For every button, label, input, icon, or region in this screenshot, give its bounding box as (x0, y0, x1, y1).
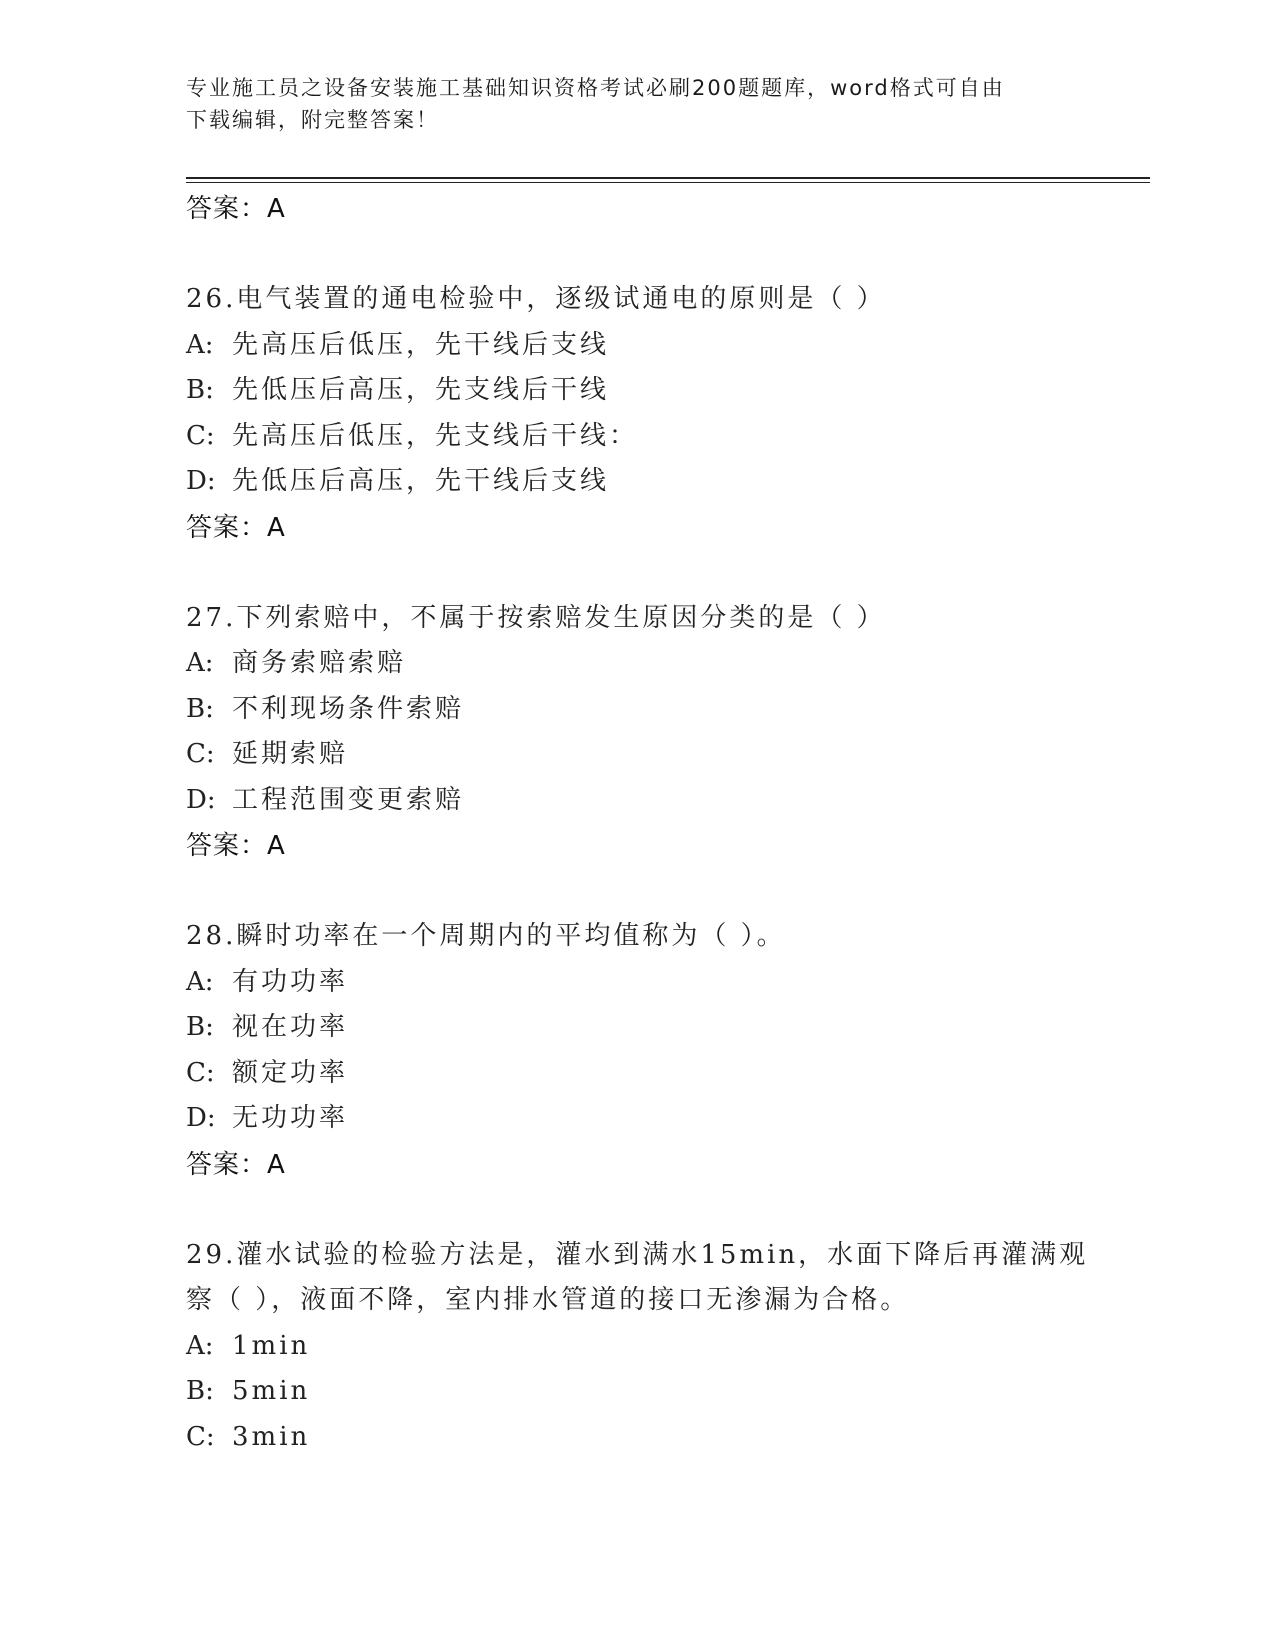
option-line (186, 1324, 1086, 1370)
option-text: 先高压后低压，先干线后支线 (232, 329, 610, 360)
question-stem: 27.下列索赔中，不属于按索赔发生原因分类的是（ ） (186, 602, 886, 633)
option-text: 不利现场条件索赔 (232, 693, 465, 724)
option-key: B: (186, 375, 214, 405)
answer-label: 答案： (186, 831, 268, 861)
option-text: 额定功率 (232, 1057, 349, 1088)
option-key: D: (186, 466, 216, 496)
option-text: 工程范围变更索赔 (232, 784, 465, 815)
answer-line (186, 823, 1086, 869)
answer-value: A (267, 194, 286, 224)
question-stem: 察（ ），液面不降，室内排水管道的接口无渗漏为合格。 (186, 1285, 910, 1315)
option-key: A: (186, 648, 214, 678)
option-line (186, 641, 1086, 687)
option-text: 先低压后高压，先支线后干线 (232, 375, 610, 405)
option-line (186, 960, 1086, 1006)
option-text: 有功功率 (232, 966, 349, 997)
answer-value: A (267, 1149, 286, 1180)
option-line (186, 1369, 1086, 1415)
header-rule-thin (186, 182, 1150, 183)
question-stem: 29.灌水试验的检验方法是，灌水到满水15min，水面下降后再灌满观 (186, 1239, 1089, 1270)
option-key: B: (186, 1012, 214, 1042)
question-list (186, 186, 1089, 1460)
answer-label: 答案： (186, 1149, 268, 1180)
option-key: A: (186, 1330, 214, 1361)
option-key: D: (186, 784, 216, 815)
option-key: C: (186, 739, 215, 769)
option-text: 先低压后高压，先干线后支线 (232, 466, 610, 496)
header-line-1: 专业施工员之设备安装施工基础知识资格考试必刷200题题库，word格式可自由 (186, 76, 1005, 100)
answer-line (186, 186, 1086, 232)
answer-line (186, 505, 1086, 551)
answer-label: 答案： (186, 512, 268, 543)
question-spacer (186, 551, 1086, 596)
option-line (186, 732, 1086, 778)
option-key: C: (186, 1057, 215, 1088)
header-line-2: 下载编辑，附完整答案！ (186, 108, 439, 132)
answer-line (186, 1142, 1086, 1188)
option-line (186, 778, 1086, 824)
option-text: 无功功率 (232, 1103, 349, 1133)
option-line (186, 368, 1086, 414)
question-block (186, 914, 1086, 1188)
option-text: 先高压后低压，先支线后干线： (232, 420, 639, 451)
option-key: B: (186, 1376, 214, 1406)
answer-label: 答案： (186, 194, 268, 224)
option-line (186, 459, 1086, 505)
option-text: 视在功率 (232, 1012, 349, 1042)
option-key: A: (186, 329, 214, 360)
option-text: 5min (232, 1376, 311, 1406)
question-block (186, 277, 1086, 551)
document-header (186, 72, 1066, 136)
option-key: D: (186, 1103, 216, 1133)
option-line (186, 1096, 1086, 1142)
answer-value: A (267, 831, 286, 861)
option-text: 3min (232, 1421, 311, 1452)
question-block (186, 596, 1086, 870)
option-line (186, 1415, 1086, 1461)
question-stem: 28.瞬时功率在一个周期内的平均值称为（ ）。 (186, 921, 786, 951)
question-stem: 26.电气装置的通电检验中，逐级试通电的原则是（ ） (186, 284, 886, 314)
option-line (186, 323, 1086, 369)
option-line (186, 1051, 1086, 1097)
question-spacer (186, 1188, 1086, 1233)
answer-value: A (267, 512, 286, 543)
header-rule-thick (186, 177, 1150, 179)
option-line (186, 1005, 1086, 1051)
option-text: 商务索赔索赔 (232, 648, 407, 678)
option-key: C: (186, 1421, 215, 1452)
option-text: 1min (232, 1330, 311, 1361)
option-key: C: (186, 420, 215, 451)
question-spacer (186, 869, 1086, 914)
question-block (186, 1233, 1089, 1461)
option-line (186, 414, 1086, 460)
option-text: 延期索赔 (232, 739, 349, 769)
option-line (186, 687, 1086, 733)
question-spacer (186, 232, 1086, 277)
option-key: A: (186, 966, 214, 997)
option-key: B: (186, 693, 214, 724)
